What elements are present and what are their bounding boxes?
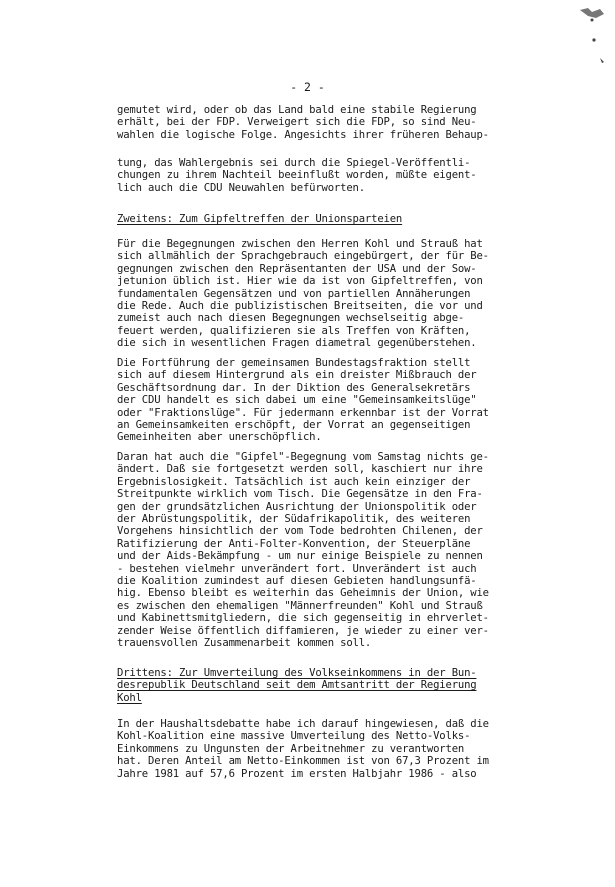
- text-line: zumeist auch nach diesen Begegnungen wechselseitig abge-: [117, 312, 465, 325]
- text-line: Für die Begegnungen zwischen den Herren Kohl und Strauß hat: [117, 238, 483, 250]
- text-line: sich auf diesem Hintergrund als ein dreister Mißbrauch der: [117, 369, 477, 382]
- paragraph-summit-2: [117, 357, 537, 444]
- text-line: die Rede. Auch die publizistischen Breitseiten, die vor und: [117, 300, 483, 313]
- text-line: und der Aids-Bekämpfung - um nur einige Beispiele zu nennen: [117, 550, 483, 563]
- text-line: Die Fortführung der gemeinsamen Bundestagsfraktion stellt: [117, 357, 471, 369]
- text-line: trauensvollen Zusammenarbeit kommen soll.: [117, 637, 372, 650]
- text-line: Drittens: Zur Umverteilung des Volkseinkommens in der Bun-: [117, 667, 477, 679]
- text-line: Ergebnislosigkeit. Tatsächlich ist auch kein einziger der: [117, 475, 471, 488]
- text-line: jetunion üblich ist. Hier wie da ist von Gipfeltreffen, von: [117, 275, 483, 288]
- text-line: der Abrüstungspolitik, der Südafrikapolitik, des weiteren: [117, 513, 471, 526]
- text-line: oder "Fraktionslüge". Für jedermann erkennbar ist der Vorrat: [117, 406, 489, 419]
- text-line: zender Weise öffentlich diffamieren, je wieder zu einer ver-: [117, 624, 489, 637]
- text-line: der CDU handelt es sich dabei um eine "Gemeinsamkeitslüge": [117, 394, 477, 407]
- text-line: Streitpunkte wirklich vom Tisch. Die Gegensätze in den Fra-: [117, 488, 483, 501]
- section-heading-zweitens: [117, 213, 537, 225]
- text-line: Geschäftsordnung dar. In der Diktion des Generalsekretärs: [117, 381, 471, 394]
- text-line: gegnungen zwischen den Repräsentanten der USA und der Sow-: [117, 262, 477, 275]
- paragraph-summit-1: [117, 238, 537, 350]
- text-line: Daran hat auch die "Gipfel"-Begegnung vom Samstag nichts ge-: [117, 451, 489, 463]
- text-line: ändert. Daß sie fortgesetzt werden soll, kaschiert nur ihre: [117, 463, 483, 476]
- text-line: Zweitens: Zum Gipfeltreffen der Unionsparteien: [117, 213, 403, 225]
- text-line: In der Haushaltsdebatte habe ich darauf hingewiesen, daß die: [117, 718, 489, 730]
- text-line: Jahre 1981 auf 57,6 Prozent im ersten Halbjahr 1986 - also: [117, 767, 477, 780]
- paragraph-intro: [117, 104, 537, 141]
- scan-artifact-icon: [578, 6, 608, 66]
- text-line: wahlen die logische Folge. Angesichts ihrer früheren Behaup-: [117, 128, 489, 141]
- text-line: Gemeinheiten aber unerschöpflich.: [117, 431, 322, 444]
- text-line: die Koalition zumindest auf diesen Gebieten handlungsunfä-: [117, 575, 477, 588]
- text-line: hig. Ebenso bleibt es weiterhin das Geheimnis der Union, wie: [117, 587, 489, 600]
- text-line: gemutet wird, oder ob das Land bald eine stabile Regierung: [117, 104, 477, 116]
- page-number: - 2 -: [290, 80, 325, 94]
- text-line: Vorgehens hinsichtlich der vom Tode bedrohten Chilenen, der: [117, 525, 483, 538]
- text-line: hat. Deren Anteil am Netto-Einkommen ist von 67,3 Prozent im: [117, 755, 489, 768]
- text-line: sich allmählich der Sprachgebrauch eingebürgert, der für Be-: [117, 250, 489, 263]
- text-line: gen der grundsätzlichen Ausrichtung der Unionspolitik oder: [117, 500, 477, 513]
- text-line: und Kabinettsmitgliedern, die sich gegenseitig in ehrverlet-: [117, 612, 489, 625]
- paragraph-intro-continued: [117, 157, 537, 194]
- paragraph-income-1: [117, 718, 537, 780]
- text-line: fundamentalen Gegensätzen und von partiellen Annäherungen: [117, 287, 471, 300]
- text-line: lich auch die CDU Neuwahlen befürworten.: [117, 181, 365, 194]
- text-line: es zwischen den ehemaligen "Männerfreunden" Kohl und Strauß: [117, 599, 483, 612]
- paragraph-summit-3: [117, 451, 537, 650]
- text-line: Einkommens zu Ungunsten der Arbeitnehmer zu verantworten: [117, 742, 465, 755]
- text-line: tung, das Wahlergebnis sei durch die Spiegel-Veröffentli-: [117, 157, 471, 169]
- scan-mark-top-right: [578, 6, 608, 69]
- text-line: chungen zu ihrem Nachteil beeinflußt worden, müßte eigent-: [117, 169, 477, 182]
- text-line: an Gemeinsamkeiten erschöpft, der Vorrat an gegenseitigen: [117, 419, 471, 432]
- text-line: - bestehen vielmehr unverändert fort. Unverändert ist auch: [117, 562, 477, 575]
- text-line: erhält, bei der FDP. Verweigert sich die FDP, so sind Neu-: [117, 116, 477, 129]
- text-line: Ratifizierung der Anti-Folter-Konvention, der Steuerpläne: [117, 537, 471, 550]
- text-line: Kohl: [117, 691, 142, 704]
- text-line: die sich in wesentlichen Fragen diametral gegenüberstehen.: [117, 337, 477, 350]
- text-line: Kohl-Koalition eine massive Umverteilung des Netto-Volks-: [117, 730, 471, 743]
- section-heading-drittens: [117, 667, 537, 704]
- text-line: desrepublik Deutschland seit dem Amtsantritt der Regierung: [117, 679, 477, 692]
- text-line: feuert werden, qualifizieren sie als Treffen von Kräften,: [117, 324, 471, 337]
